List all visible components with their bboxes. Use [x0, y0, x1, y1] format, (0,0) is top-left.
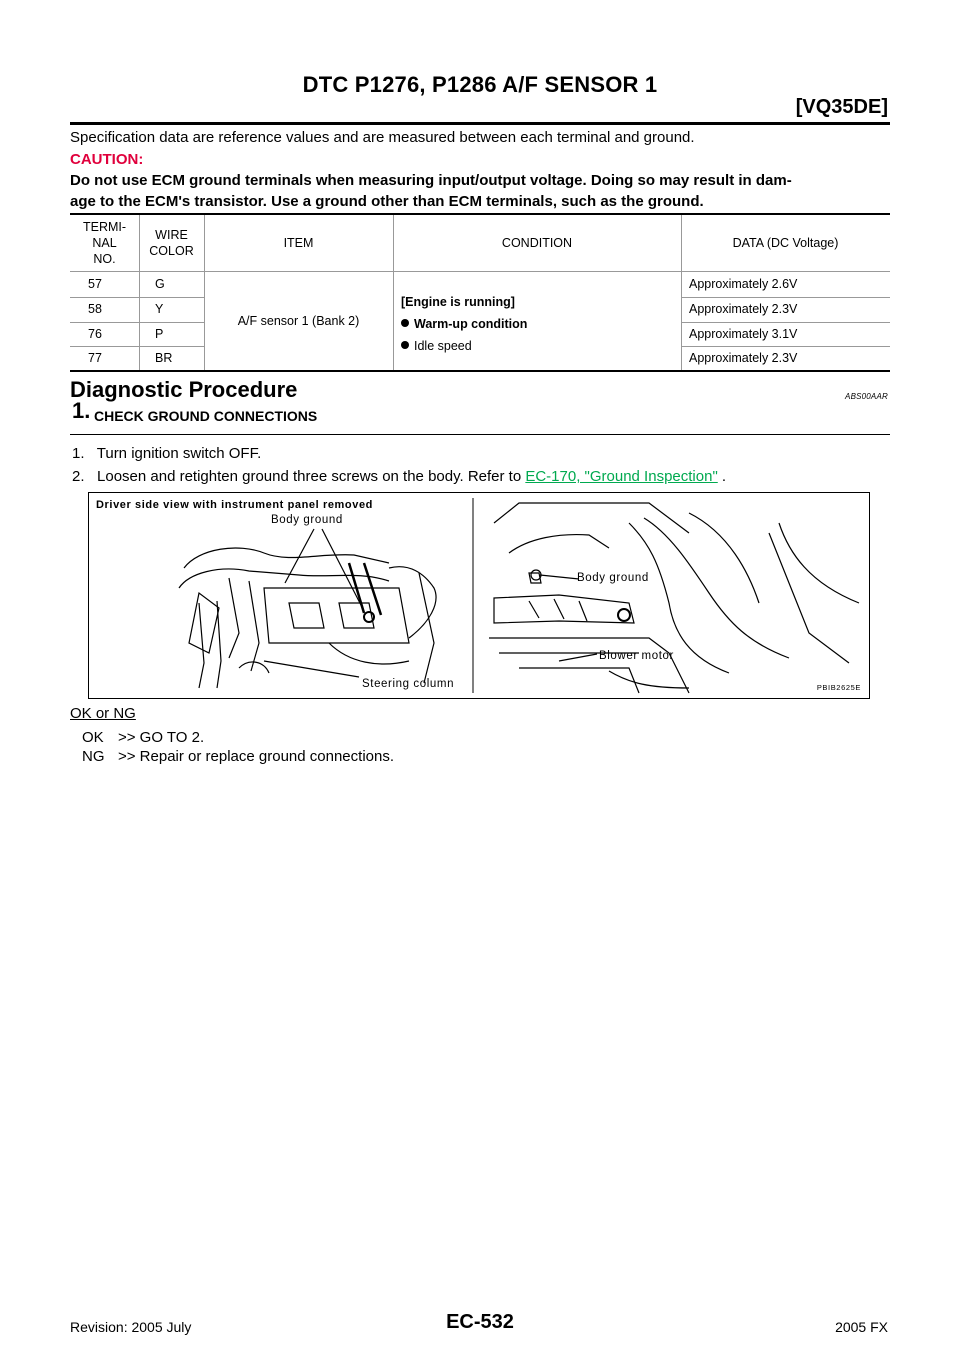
row-rule: [681, 346, 890, 347]
header-wire-line: WIRE: [155, 228, 188, 242]
figure-caption: Driver side view with instrument panel removed: [96, 499, 374, 511]
header-condition: CONDITION: [501, 236, 573, 250]
cell-data: Approximately 2.6V: [689, 277, 798, 291]
cell-terminal: 58: [88, 302, 102, 316]
step-title: CHECK GROUND CONNECTIONS: [94, 408, 318, 424]
result-ok-text: >> GO TO 2.: [118, 729, 205, 746]
caution-line-2: age to the ECM's transistor. Use a ground other than ECM terminals, such as the ground.: [70, 193, 704, 210]
label-blower-motor: Blower motor: [599, 650, 674, 662]
cell-wire: G: [155, 277, 165, 291]
header-rule: [70, 122, 890, 125]
header-wire-color: [139, 227, 204, 259]
header-data: DATA (DC Voltage): [732, 236, 839, 250]
cell-terminal: 57: [88, 277, 102, 291]
condition-bullet-text: Warm-up condition: [414, 317, 528, 331]
step-line-2-text: 2. Loosen and retighten ground three screws on the body. Refer to: [72, 468, 526, 485]
table-bottom-rule: [70, 370, 890, 372]
cell-data: Approximately 2.3V: [689, 351, 798, 365]
ground-inspection-link[interactable]: EC-170, "Ground Inspection": [525, 468, 718, 485]
table-top-rule: [70, 213, 890, 215]
cell-wire: P: [155, 327, 164, 341]
header-item: ITEM: [283, 236, 314, 250]
cell-wire: Y: [155, 302, 164, 316]
section-code: ABS00AAR: [845, 392, 888, 401]
condition-bullet-2: [401, 335, 527, 357]
footer-page-number: EC-532: [446, 1311, 514, 1333]
header-wire-line: COLOR: [149, 244, 194, 258]
row-rule: [70, 346, 204, 347]
cell-terminal: 76: [88, 327, 102, 341]
label-steering-column: Steering column: [362, 678, 455, 690]
figure-illustration: [89, 493, 870, 699]
table-header-rule: [70, 271, 890, 272]
result-heading: OK or NG: [70, 705, 136, 722]
cell-data: Approximately 2.3V: [689, 302, 798, 316]
header-terminal-line: TERMI-: [82, 220, 127, 234]
footer-model: 2005 FX: [835, 1319, 888, 1335]
footer-revision: Revision: 2005 July: [70, 1319, 192, 1335]
page-title: DTC P1276, P1286 A/F SENSOR 1: [302, 72, 658, 97]
result-ng-key: NG: [82, 748, 105, 765]
cell-condition: [401, 291, 527, 357]
condition-title: [Engine is running]: [401, 295, 515, 309]
ground-locations-figure: [88, 492, 870, 699]
engine-code-subtitle: [VQ35DE]: [795, 96, 888, 118]
condition-bullet-1: [401, 313, 527, 335]
step-line-2-suffix: .: [717, 468, 727, 485]
row-rule: [681, 322, 890, 323]
step-line-1: 1. Turn ignition switch OFF.: [72, 445, 262, 462]
row-rule: [70, 322, 204, 323]
step-rule: [70, 434, 890, 435]
cell-data: Approximately 3.1V: [689, 327, 798, 341]
label-body-ground-left: Body ground: [271, 514, 343, 526]
caution-line-1: Do not use ECM ground terminals when measuring input/output voltage. Doing so may result in dam-: [70, 172, 792, 189]
step-line-2: [72, 468, 726, 485]
cell-terminal: 77: [88, 351, 102, 365]
label-body-ground-right: Body ground: [577, 572, 649, 584]
bullet-icon: [401, 319, 409, 327]
header-terminal-line: NO.: [93, 252, 116, 266]
section-title: Diagnostic Procedure: [70, 377, 298, 402]
result-ok-key: OK: [82, 729, 104, 746]
caution-text: [70, 170, 890, 212]
header-terminal-line: NAL: [92, 236, 117, 250]
result-ok: [82, 729, 204, 746]
result-ng: [82, 748, 394, 765]
result-ng-text: >> Repair or replace ground connections.: [118, 748, 395, 765]
row-rule: [70, 297, 204, 298]
condition-bullet-text: Idle speed: [414, 339, 472, 353]
caution-label: CAUTION:: [70, 151, 144, 168]
cell-wire: BR: [155, 351, 173, 365]
figure-code: PBIB2625E: [816, 683, 861, 692]
step-number: 1.: [72, 398, 91, 423]
header-terminal: [70, 219, 139, 267]
bullet-icon: [401, 341, 409, 349]
spec-note: Specification data are reference values and are measured between each terminal and ground.: [70, 129, 695, 146]
cell-item: A/F sensor 1 (Bank 2): [237, 314, 360, 328]
row-rule: [681, 297, 890, 298]
